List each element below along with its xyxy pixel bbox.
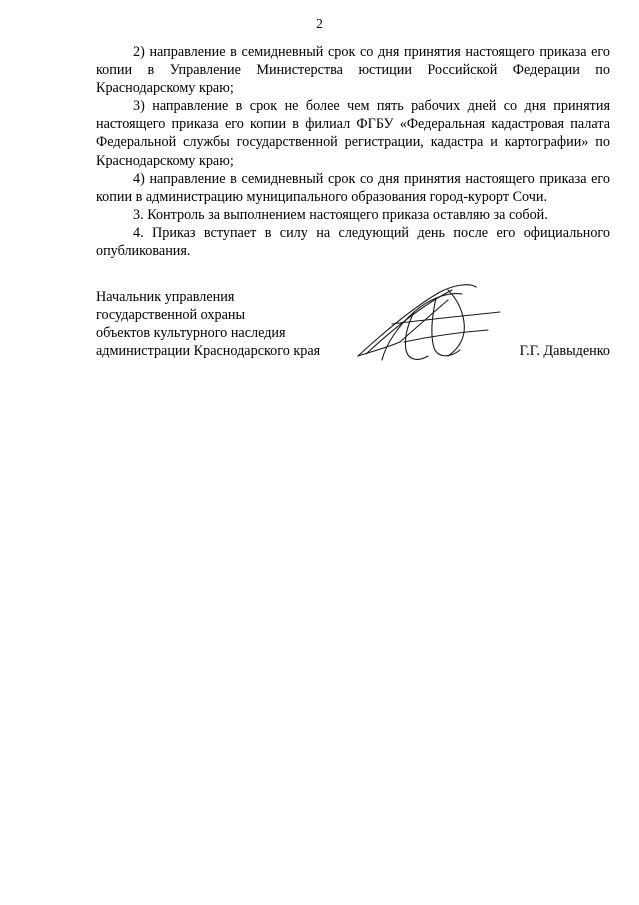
- signatory-title-line: администрации Краснодарского края: [96, 343, 321, 360]
- signatory-title-line: государственной охраны: [96, 307, 246, 324]
- paragraph-item-3: 3) направление в срок не более чем пять рабочих дней со дня принятия настоящего приказа его копии в филиал ФГБУ «Федеральная кадастровая палата Федеральной службы государственной регистрации, кадастра и картографии» по Краснодарскому краю;: [96, 98, 610, 169]
- signatory-title-line: Начальник управления: [96, 289, 235, 305]
- signatory-name: Г.Г. Давыденко: [519, 343, 610, 359]
- handwritten-signature: [352, 282, 502, 364]
- signatory-title: [96, 288, 320, 360]
- signatory-title-line: объектов культурного наследия: [96, 325, 286, 342]
- paragraph-effective-date: 4. Приказ вступает в силу на следующий день после его официального опубликования.: [96, 224, 610, 260]
- paragraph-control: 3. Контроль за выполнением настоящего приказа оставляю за собой.: [133, 206, 548, 223]
- page-number: 2: [316, 16, 323, 31]
- paragraph-item-2: 2) направление в семидневный срок со дня принятия настоящего приказа его копии в Управление Министерства юстиции Российской Федерации по Краснодарскому краю;: [96, 44, 610, 97]
- paragraph-item-4: 4) направление в семидневный срок со дня принятия настоящего приказа его копии в администрацию муниципального образования город-курорт Сочи.: [96, 170, 610, 205]
- document-body: [96, 43, 610, 260]
